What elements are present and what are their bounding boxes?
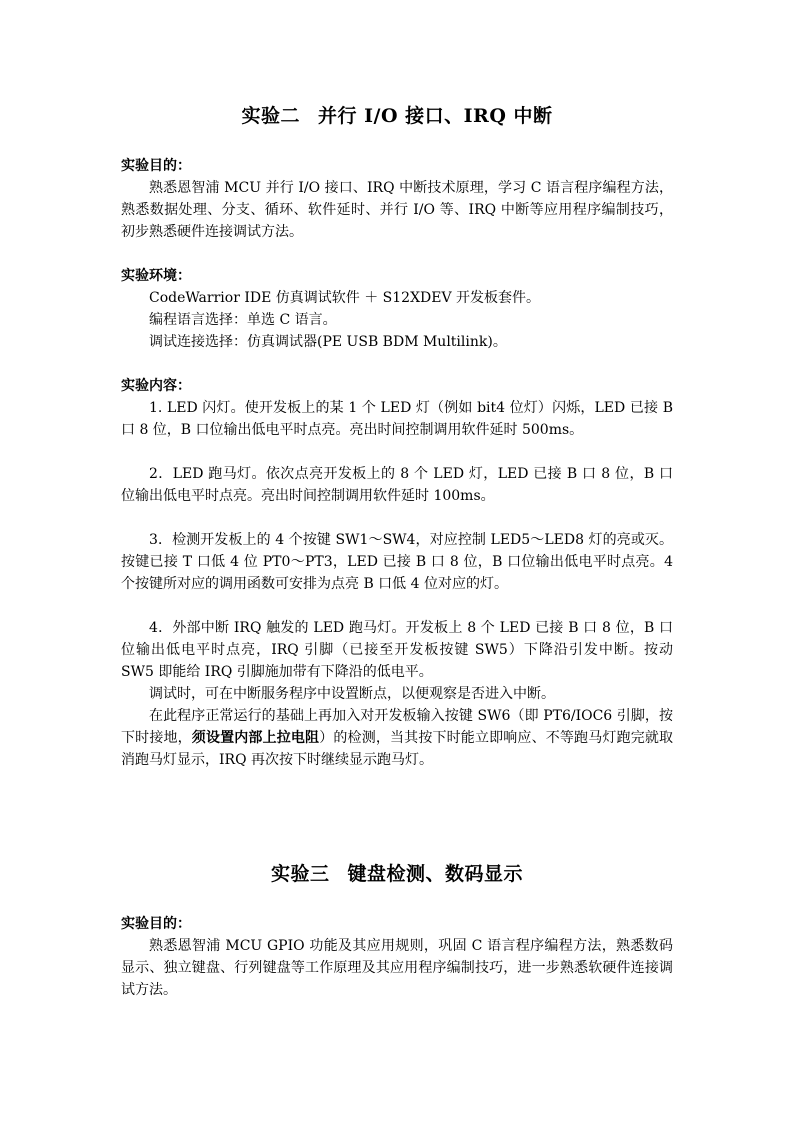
exp2-environment-heading: 实验环境： <box>121 268 191 284</box>
experiment-2-number: 实验二 <box>241 105 301 127</box>
experiment-2-name: 并行 I/O 接口、IRQ 中断 <box>318 105 553 127</box>
exp2-content-heading: 实验内容： <box>121 378 191 394</box>
exp2-purpose-heading: 实验目的： <box>121 158 191 174</box>
exp3-purpose-heading: 实验目的： <box>121 916 191 932</box>
experiment-3-number: 实验三 <box>270 863 330 885</box>
exp2-content-item-2: 2．LED 跑马灯。依次点亮开发板上的 8 个 LED 灯，LED 已接 B 口 8 位，B 口位输出低电平时点亮。亮出时间控制调用软件延时 100ms。 <box>121 466 673 504</box>
exp2-environment-line: CodeWarrior IDE 仿真调试软件 ＋ S12XDEV 开发板套件。 <box>149 290 541 306</box>
exp2-purpose-text: 熟悉恩智浦 MCU 并行 I/O 接口、IRQ 中断技术原理，学习 C 语言程序编程方法，熟悉数据处理、分支、循环、软件延时、并行 I/O 等、IRQ 中断等应用程序编制技巧，初步熟悉硬件连接调试方法。 <box>121 180 673 240</box>
exp2-environment-line: 编程语言选择：单选 C 语言。 <box>149 312 337 328</box>
extension-text-end: ）的检测，当其按下时能立即响应、不等跑马灯跑完就取消跑马灯显示，IRQ 再次按下时继续显示跑马灯。 <box>121 730 674 768</box>
exp2-content-item-1: 1. LED 闪灯。使开发板上的某 1 个 LED 灯（例如 bit4 位灯）闪烁，LED 已接 B 口 8 位，B 口位输出低电平时点亮。亮出时间控制调用软件延时 500ms。 <box>121 400 673 438</box>
exp2-environment-line: 调试连接选择：仿真调试器(PE USB BDM Multilink)。 <box>149 334 507 350</box>
exp2-content-item-4-extension <box>121 705 673 771</box>
experiment-3-title <box>121 861 673 887</box>
extension-text-start: 在此程序正常运行的基础上再加入对开发板输入按键 SW6（即 PT6/IOC6 引脚，按下时接地， <box>121 708 673 746</box>
experiment-2-title <box>121 103 673 129</box>
exp2-content-item-4-debug-note: 调试时，可在中断服务程序中设置断点，以便观察是否进入中断。 <box>149 686 555 702</box>
experiment-3-name: 键盘检测、数码显示 <box>347 863 524 885</box>
document-content <box>121 103 673 1001</box>
exp3-purpose-text: 熟悉恩智浦 MCU GPIO 功能及其应用规则，巩固 C 语言程序编程方法，熟悉数码显示、独立键盘、行列键盘等工作原理及其应用程序编制技巧，进一步熟悉软硬件连接调试方法。 <box>121 938 673 998</box>
extension-emphasis: 须设置内部上拉电阻 <box>191 730 320 746</box>
exp2-content-item-4: 4．外部中断 IRQ 触发的 LED 跑马灯。开发板上 8 个 LED 已接 B 口 8 位，B 口位输出低电平时点亮，IRQ 引脚（已接至开发板按键 SW5）下降沿引发中断。按动 SW5 即能给 IRQ 引脚施加带有下降沿的低电平。 <box>121 620 673 680</box>
exp2-content-item-3: 3．检测开发板上的 4 个按键 SW1～SW4，对应控制 LED5～LED8 灯的亮或灭。按键已接 T 口低 4 位 PT0～PT3，LED 已接 B 口 8 位，B 口位输出低电平时点亮。4 个按键所对应的调用函数可安排为点亮 B 口低 4 位对应的灯。 <box>121 532 673 592</box>
